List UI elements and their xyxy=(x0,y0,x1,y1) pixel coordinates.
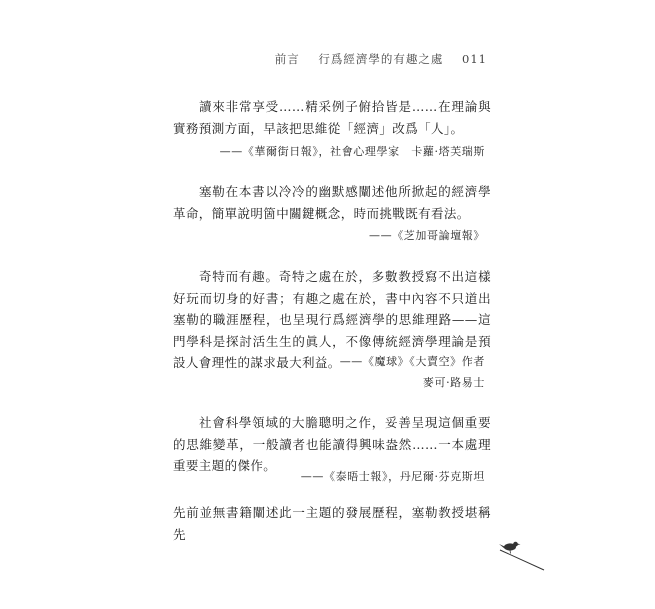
quote-4-text: 社會科學領域的大膽聰明之作，妥善呈現這個重要的思維變革，一般讀者也能讀得興味盎然……一本處理重要主題的傑作。 xyxy=(173,415,491,473)
page-number: 011 xyxy=(462,52,487,66)
quote-5-text: 先前並無書籍闡述此一主題的發展歷程，塞勒教授堪稱先 xyxy=(173,505,491,542)
quote-3-attribution-author: 麥可·路易士 xyxy=(422,376,485,389)
quote-1-attribution: ——《華爾街日報》，社會心理學家 卡蘿·塔芙瑞斯 xyxy=(219,145,485,158)
running-header xyxy=(275,51,487,67)
quote-2-text: 塞勒在本書以冷冷的幽默感闡述他所掀起的經濟學革命，簡單說明箇中關鍵概念，時而挑戰既有看法。 xyxy=(173,184,491,221)
quote-2-attribution: ——《芝加哥論壇報》 xyxy=(369,229,485,242)
header-section: 前言 xyxy=(274,52,300,66)
quote-1-text: 讀來非常享受……精采例子俯拾皆是……在理論與實務預測方面，早該把思維從「經濟」改爲「人」。 xyxy=(173,99,491,136)
quote-4-attribution: ——《泰晤士報》，丹尼爾·芬克斯坦 xyxy=(300,470,485,483)
bird-icon xyxy=(498,536,546,572)
header-title: 行爲經濟學的有趣之處 xyxy=(318,52,444,66)
quote-3-attribution: ——《魔球》《大賣空》作者 xyxy=(339,355,485,368)
quote-3-text: 奇特而有趣。奇特之處在於，多數教授寫不出這樣好玩而切身的好書；有趣之處在於，書中內容不只道出塞勒的職涯歷程，也呈現行爲經濟學的思維理路——這門學科是探討活生生的眞人，不像傳統經濟學理論是預設人會理性的謀求最大利益。 xyxy=(173,269,491,370)
